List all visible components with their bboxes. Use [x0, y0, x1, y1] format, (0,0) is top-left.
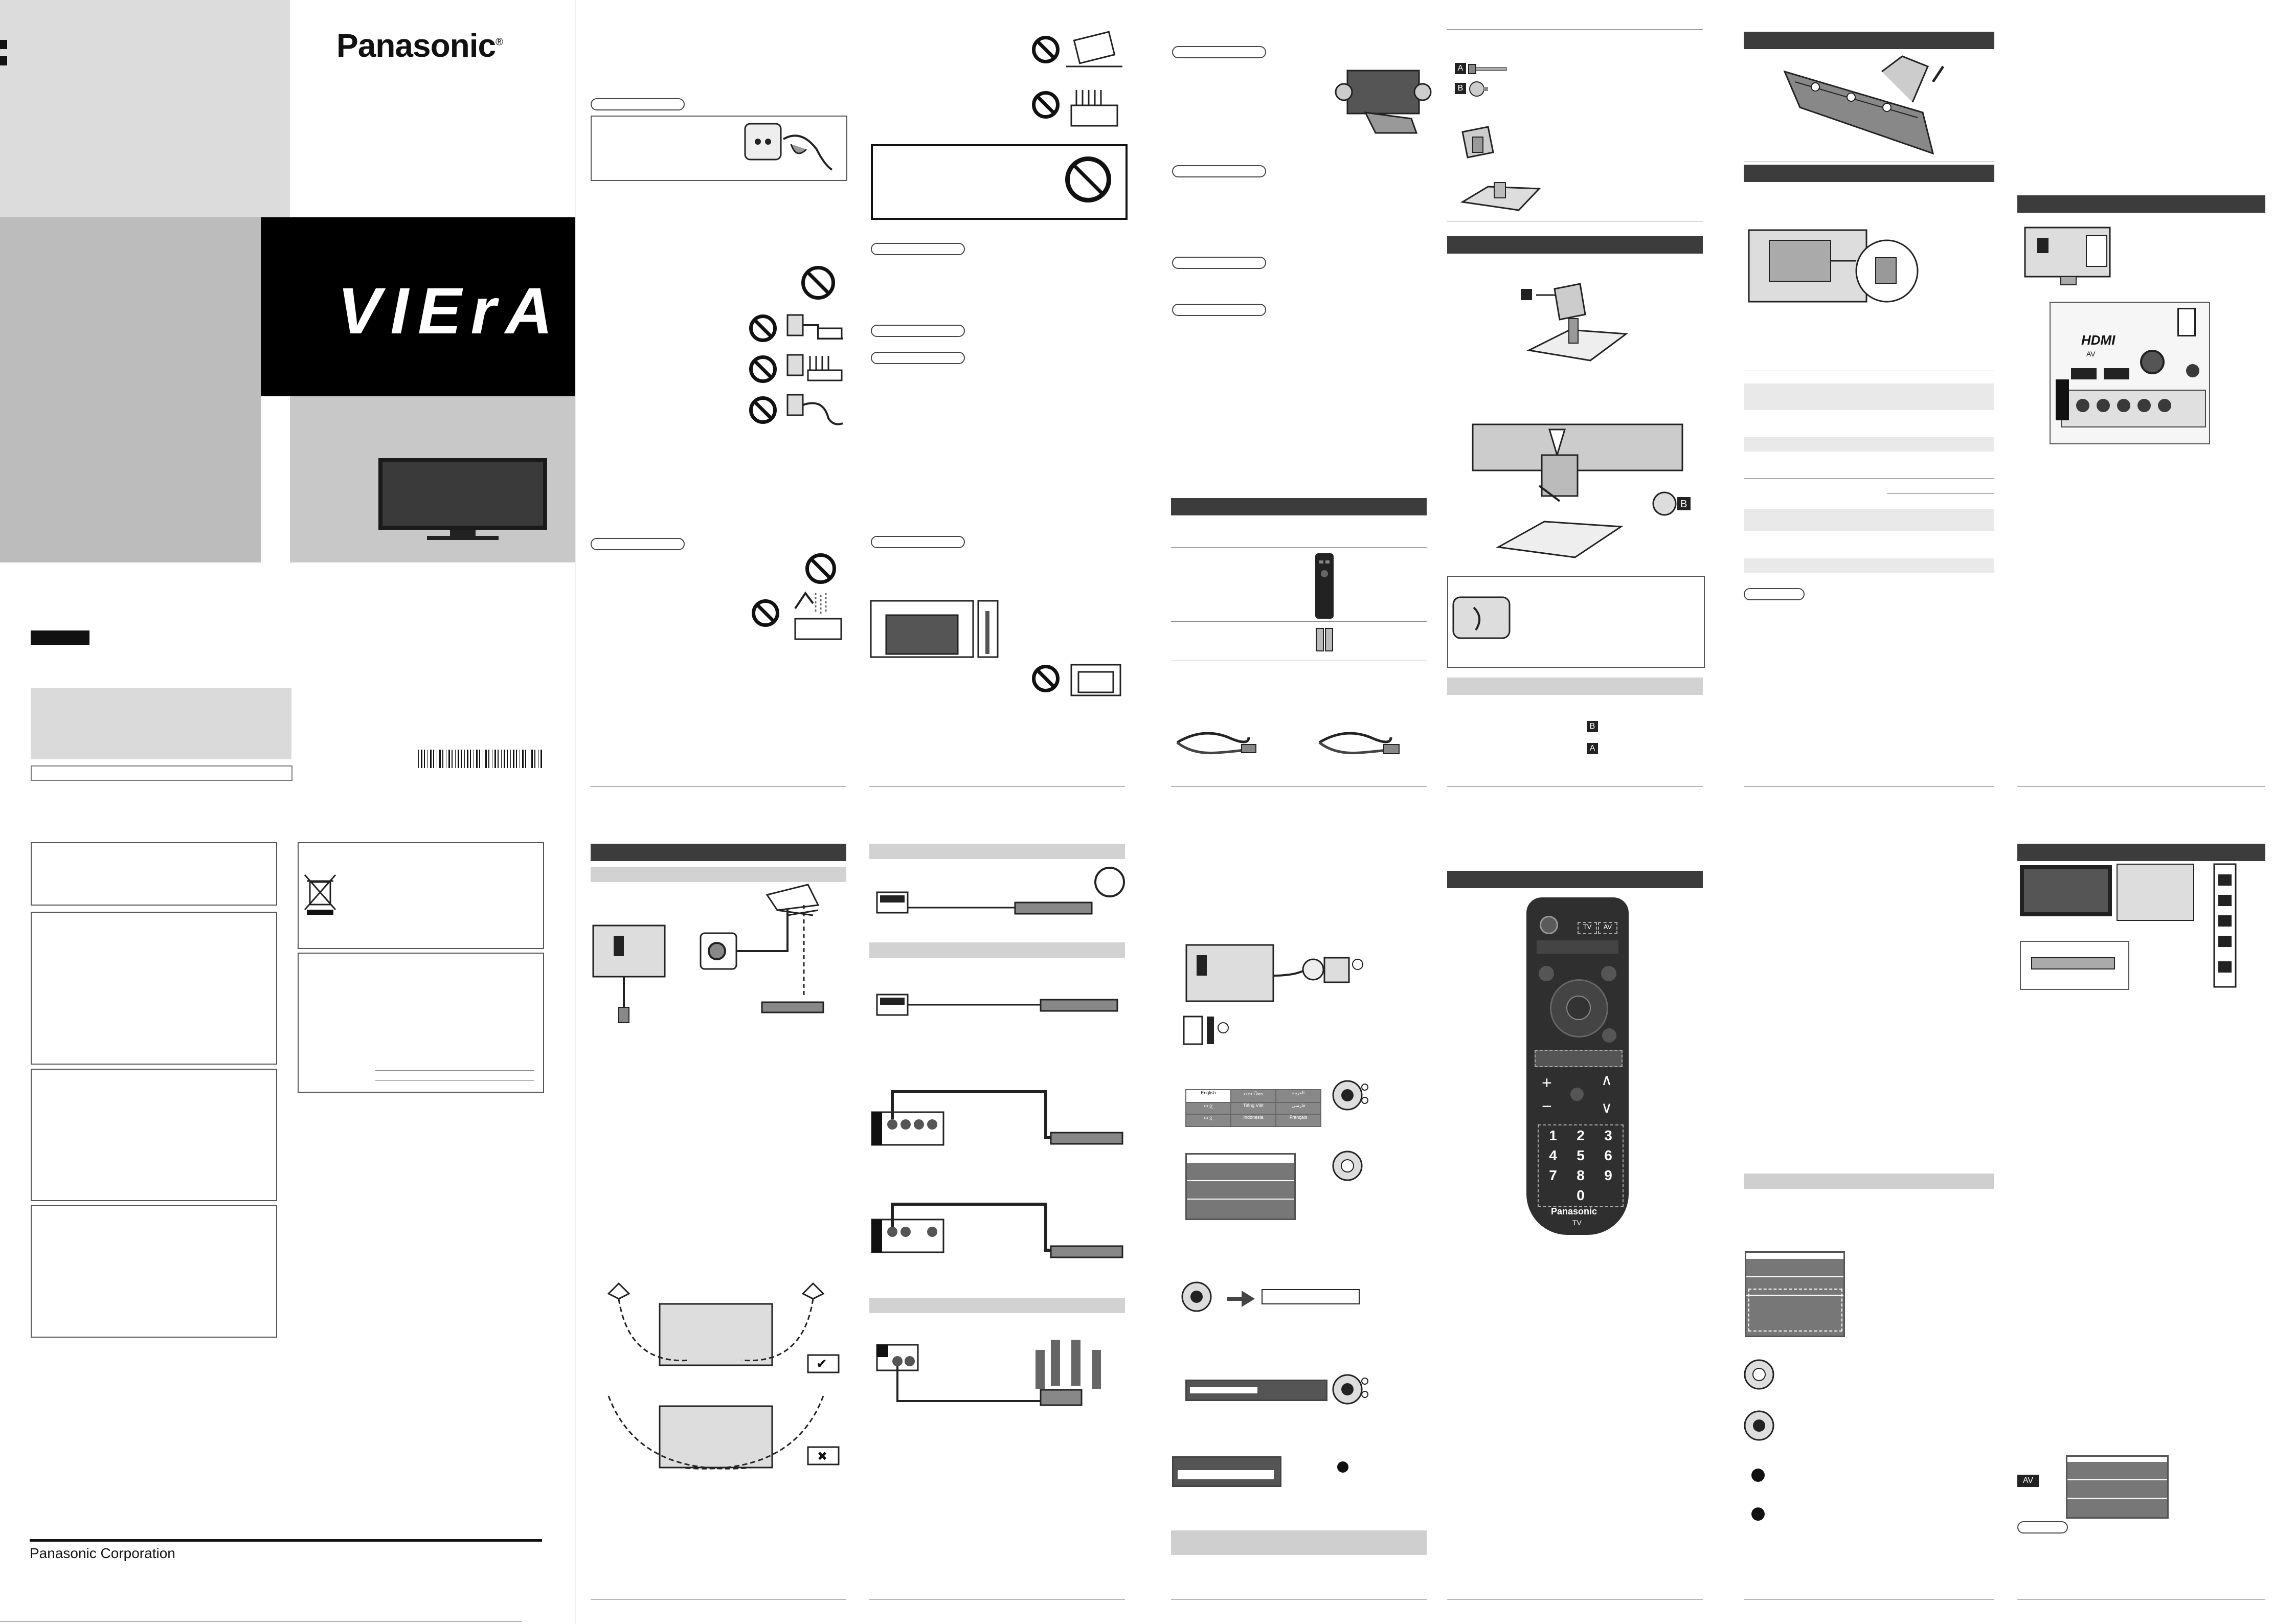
barcode-bar [534, 750, 535, 768]
tv-back-small [2025, 228, 2112, 294]
cover-panel [0, 0, 575, 562]
barcode-bar [513, 750, 514, 768]
part-b-label-2: B [1587, 721, 1598, 732]
panel-black-strip [2056, 379, 2069, 420]
return-button[interactable] [1602, 1028, 1616, 1043]
audio-header-bar [869, 1298, 1125, 1313]
menu-header-bar [1744, 1174, 1994, 1189]
barcode-bar [464, 750, 465, 768]
progress-fill [1190, 1387, 1257, 1393]
battery-cover-diagram [1780, 51, 1943, 159]
screw-b-icon [1469, 81, 1489, 97]
nav-ring-icon-4 [1744, 1359, 1774, 1390]
digit-button[interactable]: 6 [1604, 1147, 1612, 1163]
hdmi-port-2[interactable] [2104, 368, 2129, 379]
nav-ring-icon-5 [1744, 1410, 1774, 1441]
part-a-label-2: A [1587, 743, 1598, 754]
pull-cord-icon [787, 393, 844, 428]
barcode-bar [494, 750, 496, 768]
language-option[interactable]: فارسی [1276, 1103, 1320, 1114]
info-box [298, 953, 544, 1093]
cord-outlet-icon [787, 313, 844, 344]
part-b-label: B [1455, 83, 1466, 94]
cable-clip-icon [1453, 597, 1510, 638]
remote-control [1526, 897, 1629, 1235]
barcode-bar [479, 750, 480, 768]
no-cover-vents-icon [1032, 91, 1060, 119]
barcode [418, 750, 544, 768]
accessories-rule-2 [1171, 621, 1427, 622]
no-small-parts-icon [1065, 156, 1111, 202]
assembly-header-bar [1447, 236, 1703, 254]
setup-menu [1185, 1153, 1296, 1220]
fold-line [575, 0, 576, 1624]
recorder-header-bar [869, 942, 1125, 958]
cover-top-block [0, 0, 290, 217]
cover-edge-mark-2 [0, 56, 7, 65]
barcode-bar [427, 750, 428, 768]
barcode-bar [458, 750, 459, 768]
tv-mount-diagram [1468, 424, 1687, 565]
nav-ring-icon-3 [1332, 1373, 1368, 1409]
grey-row-4 [1744, 558, 1994, 573]
section-pill-5 [871, 352, 965, 364]
digit-button[interactable]: 3 [1604, 1127, 1612, 1143]
av-label: AV [2086, 350, 2096, 358]
panasonic-logo: Panasonic® [336, 27, 503, 64]
stand-base-icon [1457, 176, 1544, 217]
digit-button[interactable]: 2 [1577, 1127, 1585, 1143]
tilted-tv-icon [1066, 31, 1122, 72]
tv-menu-screen [1745, 1251, 1845, 1337]
tv-button[interactable]: TV [1578, 922, 1597, 934]
cover-mid-block [0, 217, 261, 562]
model-thin-box [31, 765, 292, 781]
terminal-panel [2050, 302, 2210, 444]
home-theatre-connection [872, 1329, 1125, 1411]
digit-button[interactable]: 8 [1577, 1167, 1585, 1183]
notice-box-1 [31, 842, 277, 906]
section-pill-9 [1172, 257, 1266, 269]
svg-text:✖: ✖ [817, 1449, 828, 1463]
language-option[interactable]: 中文 [1186, 1115, 1230, 1126]
satellite-header-bar [869, 844, 1125, 859]
power-button[interactable] [1540, 916, 1558, 934]
nav-ring-icon-1 [1332, 1079, 1368, 1115]
barcode-bar [470, 750, 471, 768]
connection-header-bar [591, 844, 846, 861]
input-header-bar [2017, 844, 2265, 861]
ok-to-field-icon [1180, 1278, 1364, 1314]
disposal-box [298, 842, 544, 949]
page-rule-9 [869, 1599, 1125, 1600]
stand-bracket-icon [1457, 122, 1498, 163]
plug-hand-icon [735, 119, 837, 175]
barcode-bar [522, 750, 524, 768]
wall-bracket-header-bar [1744, 165, 1994, 182]
barcode-bar [510, 750, 511, 768]
page-rule-3 [869, 786, 1125, 787]
satellite-connection [872, 862, 1125, 918]
barcode-bar [442, 750, 443, 768]
barcode-bar [541, 750, 542, 768]
battery-header-bar [1744, 32, 1994, 49]
language-option[interactable]: Français [1276, 1115, 1320, 1126]
rule-6d [1887, 493, 1994, 494]
number-pad [1538, 1124, 1624, 1207]
barcode-bar [498, 750, 499, 768]
no-disassemble-icon [801, 266, 835, 300]
language-option[interactable]: ภาษาไทย [1231, 1090, 1275, 1102]
jack-2[interactable] [2097, 399, 2110, 412]
rule-6c [1744, 478, 1994, 479]
barcode-bar [430, 750, 432, 768]
return-icon-2 [1751, 1469, 1765, 1482]
jack-5[interactable] [2158, 399, 2171, 412]
grey-row-2 [1744, 437, 1994, 452]
corporation-name: Panasonic Corporation [30, 1545, 175, 1561]
corporation-rule [30, 1539, 542, 1542]
barcode-bar [525, 750, 526, 768]
usb-port[interactable] [2177, 308, 2196, 336]
cleaning-tv-icon [1335, 61, 1429, 138]
result-box [1172, 1456, 1281, 1487]
barcode-bar [455, 750, 456, 768]
barcode-bar [501, 750, 502, 768]
correct-cable-diagram [598, 1283, 844, 1386]
remote-accessory-icon [1314, 553, 1335, 620]
section-pill-11 [1744, 588, 1805, 600]
page-rule [591, 786, 846, 787]
barcode-bar [461, 750, 462, 768]
language-option[interactable]: 中文 [1186, 1103, 1230, 1114]
barcode-bar [488, 750, 489, 768]
jack-1[interactable] [2076, 399, 2089, 412]
incorrect-cable-diagram [598, 1391, 844, 1478]
mute-button[interactable] [1570, 1088, 1584, 1101]
remote-brand: Panasonic [1551, 1206, 1597, 1216]
hdmi-logo: HDMI [2081, 332, 2115, 348]
av-connection-2 [872, 1189, 1125, 1271]
setup-complete-bar [1171, 1530, 1427, 1555]
recorder-connection [872, 989, 1125, 1020]
no-enclosed-icon [1032, 665, 1060, 692]
accessories-rule-1 [1171, 547, 1427, 548]
section-pill-8 [1172, 165, 1266, 177]
volume-up-button[interactable]: + [1542, 1073, 1552, 1093]
part-a-label: A [1455, 63, 1466, 74]
top-rule-5 [1447, 29, 1703, 30]
barcode-bar [507, 750, 508, 768]
section-pill-6 [871, 536, 965, 548]
barcode-bar [424, 750, 425, 768]
digit-button[interactable]: 9 [1604, 1167, 1612, 1183]
screw-a-icon [1469, 62, 1510, 76]
tv-illustration [378, 455, 547, 547]
barcode-bar [421, 750, 422, 768]
remote-top-row[interactable] [1537, 940, 1618, 954]
barcode-bar [452, 750, 453, 768]
power-cord-icon-2 [1314, 722, 1404, 758]
info-button[interactable] [1539, 966, 1554, 981]
page-rule-4 [1171, 786, 1427, 787]
digit-button[interactable]: 1 [1549, 1127, 1557, 1143]
page-rule-10 [1171, 1599, 1427, 1600]
barcode-bar [448, 750, 450, 768]
removal-header-bar [1447, 678, 1703, 695]
no-pull-cord-icon [749, 396, 777, 424]
barcode-bar [485, 750, 487, 768]
digit-button[interactable]: 5 [1577, 1147, 1585, 1163]
no-touch-icon [805, 553, 836, 584]
language-grid [1185, 1089, 1321, 1127]
power-cord-icon [1172, 722, 1259, 758]
side-buttons-box [2020, 941, 2129, 990]
remote-header-bar [1447, 871, 1703, 888]
no-liquid-icon [752, 599, 779, 627]
antenna-connection-diagram [593, 885, 844, 1033]
antenna-port[interactable] [2140, 350, 2165, 374]
page-rule-11 [1447, 1599, 1703, 1600]
page-rule-8 [591, 1599, 846, 1600]
language-option[interactable]: العربية [1276, 1090, 1320, 1102]
language-option[interactable]: English [1186, 1090, 1230, 1102]
notice-box-3 [31, 1069, 277, 1201]
barcode-bar [418, 750, 419, 768]
danger-box [871, 144, 1128, 220]
page-rule-7 [2017, 786, 2265, 787]
hdmi-port-1[interactable] [2071, 368, 2097, 379]
barcode-bar [467, 750, 468, 768]
viera-logo-block [261, 217, 575, 396]
model-label-black [31, 630, 89, 645]
stand-assembly-diagram [1514, 274, 1631, 366]
no-heat-icon [749, 355, 777, 383]
battery-icon [1314, 626, 1335, 652]
section-pill-4 [871, 325, 965, 337]
barcode-bar [439, 750, 441, 768]
jack-6[interactable] [2186, 364, 2199, 377]
ventilation-diagram [871, 596, 1004, 662]
enclosed-tv-icon [1071, 663, 1122, 698]
section-pill-7 [1172, 46, 1266, 58]
digit-button[interactable]: 7 [1549, 1167, 1557, 1183]
color-buttons[interactable] [1535, 1050, 1623, 1067]
av-button[interactable]: AV [1598, 922, 1617, 934]
page-rule-6 [1744, 786, 1994, 787]
power-connection-diagram [1176, 940, 1370, 1057]
language-option[interactable]: Tiếng Việt [1231, 1103, 1275, 1114]
liquid-tv-icon [785, 588, 846, 644]
return-icon [1337, 1461, 1348, 1473]
cover-edge-mark [0, 40, 7, 49]
progress-bar [1185, 1380, 1327, 1401]
wall-bracket-diagram [1749, 225, 1969, 312]
nav-ring-icon-2 [1332, 1151, 1363, 1181]
av-input-key: AV [2017, 1475, 2039, 1487]
barcode-bar [516, 750, 517, 768]
input-menu [2066, 1455, 2169, 1519]
notice-box-2 [31, 912, 277, 1065]
page-rule-12 [1744, 1599, 1994, 1600]
jack-4[interactable] [2137, 399, 2151, 412]
digit-button[interactable]: 4 [1549, 1147, 1557, 1163]
svg-text:B: B [1680, 499, 1687, 510]
section-pill-3 [871, 243, 965, 255]
page-rule-13 [2017, 1599, 2265, 1600]
side-button-strip[interactable] [2031, 957, 2115, 969]
barcode-bar [531, 750, 533, 768]
remote-sub: TV [1572, 1219, 1582, 1227]
no-bend-cord-icon [749, 314, 777, 342]
jack-3[interactable] [2117, 399, 2130, 412]
barcode-bar [476, 750, 478, 768]
ok-button[interactable] [1566, 996, 1591, 1020]
channel-up-button[interactable]: ∧ [1601, 1072, 1612, 1089]
svg-text:✔: ✔ [816, 1357, 827, 1372]
section-pill-12 [2017, 1521, 2068, 1533]
channel-down-button[interactable]: ∨ [1601, 1099, 1612, 1116]
model-gray-box [31, 688, 291, 759]
grey-row-1 [1744, 384, 1994, 410]
wheelie-bin-icon [305, 875, 335, 915]
cover-vents-icon [1066, 87, 1122, 128]
exit-icon [1751, 1507, 1765, 1521]
section-pill [591, 98, 685, 110]
section-pill-10 [1172, 304, 1266, 316]
language-option[interactable]: Indonesia [1231, 1115, 1275, 1126]
exit-button[interactable] [1601, 966, 1616, 981]
barcode-bar [504, 750, 505, 768]
connection-subheader-bar [591, 867, 846, 882]
barcode-bar [433, 750, 434, 768]
accessories-header-bar [1171, 498, 1427, 515]
page-rule-5 [1447, 786, 1703, 787]
notice-box-4 [31, 1205, 277, 1338]
grey-row-3 [1744, 509, 1994, 531]
av-connection-1 [872, 1071, 1125, 1153]
terminals-header-bar [2017, 195, 2265, 213]
digit-button[interactable]: 0 [1577, 1187, 1585, 1203]
volume-down-button[interactable]: − [1542, 1097, 1552, 1116]
no-tilt-icon [1032, 36, 1060, 63]
warning-box [591, 116, 847, 181]
heat-outlet-icon [787, 353, 844, 384]
section-pill-2 [591, 538, 685, 550]
cable-note-box [1447, 576, 1705, 668]
viera-logo-text: VIErA [337, 275, 562, 348]
